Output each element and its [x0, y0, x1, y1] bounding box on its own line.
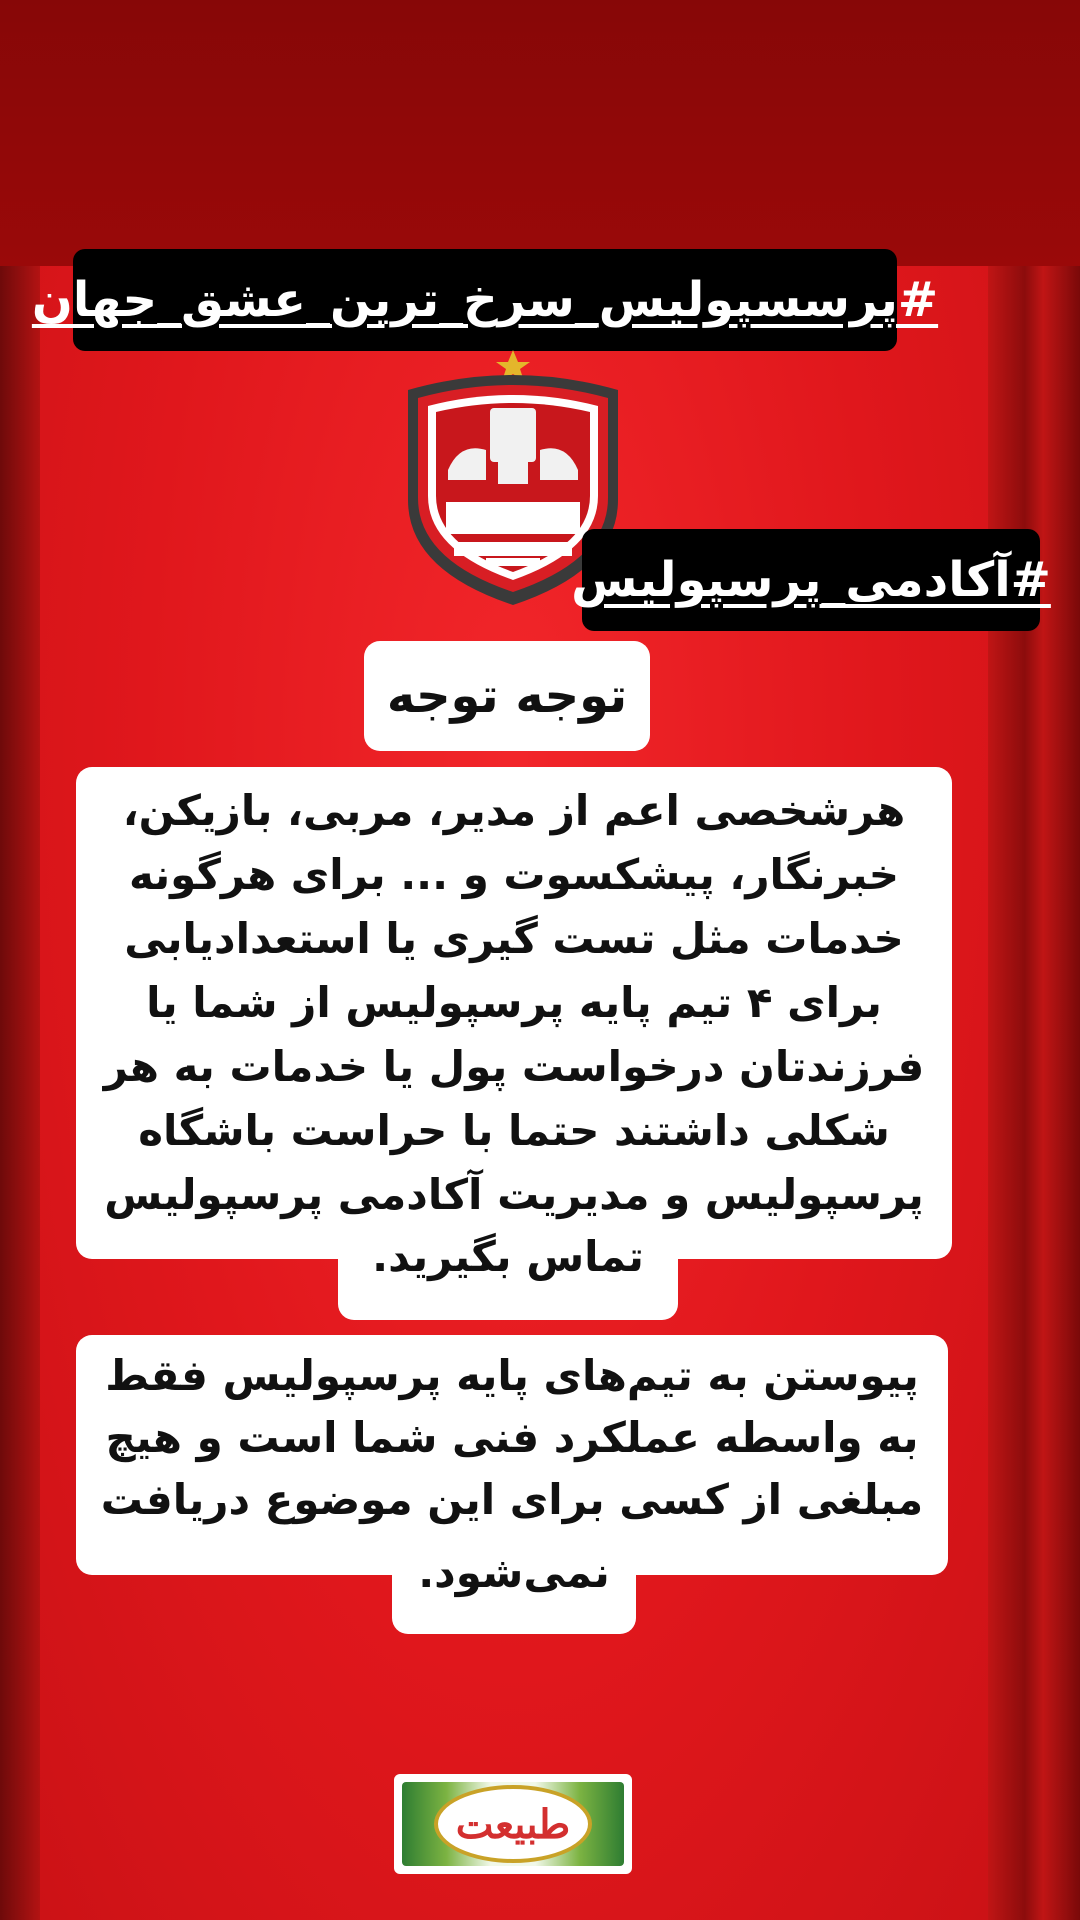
hashtag-sticker-top[interactable]: [31, 249, 939, 351]
sponsor-name: طبیعت: [455, 1800, 571, 1848]
notice-body-tail: [338, 1232, 678, 1320]
notice-title: توجه توجه: [386, 668, 628, 724]
sponsor-name-oval: [434, 1785, 592, 1863]
notice-note-text: پیوستن به تیم‌های پایه پرسپولیس فقط به واسطه عملکرد فنی شما است و هیچ مبلغی از کسی برای این موضوع دریافت: [100, 1351, 924, 1524]
notice-title-card: [364, 641, 650, 751]
notice-note-tail-text: نمی‌شود.: [418, 1548, 610, 1597]
notice-body-card: [76, 767, 952, 1259]
notice-body-tail-text: تماس بگیرید.: [372, 1232, 644, 1281]
hashtag-academy-text[interactable]: #آکادمی_پرسپولیس: [571, 552, 1051, 608]
notice-body-text: هرشخصی اعم از مدیر، مربی، بازیکن، خبرنگار، پیشکسوت و ... برای هرگونه خدمات مثل تست گیری یا استعدادیابی برای ۴ تیم پایه پرسپولیس از شما یا فرزندتان درخواست پول یا خدمات به هر شکلی داشتند حتما با حراست باشگاه پرسپولیس و مدیریت آکادمی پرسپولیس: [103, 786, 925, 1219]
tabiat-logo-icon: [402, 1782, 624, 1866]
left-edge-shade: [0, 266, 40, 1920]
hashtag-top-text[interactable]: #پرسسپولیس_سرخ_ترین_عشق_جهان: [31, 272, 939, 328]
top-dark-band: [0, 0, 1080, 266]
notice-note-card: [76, 1335, 948, 1575]
notice-note-tail: [392, 1548, 636, 1634]
sponsor-logo: [394, 1774, 632, 1874]
right-edge-shade: [988, 266, 1080, 1920]
hashtag-sticker-academy[interactable]: [571, 529, 1051, 631]
